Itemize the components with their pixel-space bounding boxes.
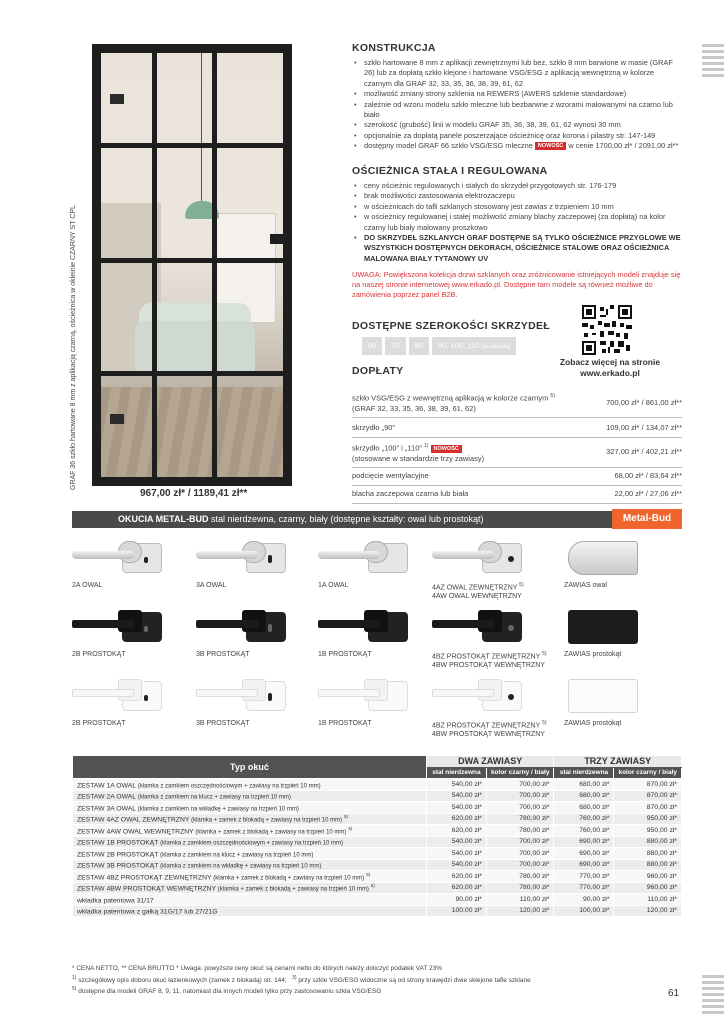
list-item-bold: • DO SKRZYDEŁ SZKLANYCH GRAF DOSTĘPNE SĄ TYLKO OŚCIEŻNICE PRZYGLOWE WE WSZYSTKICH DOSTĘPNYCH DEKORACH, OŚCIEŻNICE STALOWE ORAZ OŚCIEŻNICA MALOWANA BIAŁY TYTANOWY UV (352, 233, 682, 264)
table-row: ZESTAW 4AZ OWAL ZEWNĘTRZNY (klamka + zamek z blokadą + zawiasy na trzpień 10 mm) $^{5)}$ 620,00 zł* 780,00 zł* 760,00 zł* 950,00 zł* (73, 813, 682, 825)
oscieznica-title: OŚCIEŻNICA STAŁA I REGULOWANA (352, 165, 548, 177)
table-row: wkładka patentowa 31/17 90,00 zł* 110,00 zł* 90,00 zł* 110,00 zł* (73, 894, 682, 906)
new-badge: NOWOŚĆ (535, 142, 566, 150)
col-dwa-header: DWA ZAWIASY (426, 756, 554, 768)
table-row: ZESTAW 1B PROSTOKĄT (klamka z zamkiem oszczędnościowym + zawiasy na trzpień 10 mm) 540,00 zł* 700,00 zł* 690,00 zł* 880,00 zł* (73, 836, 682, 848)
qr-caption: Zobacz więcej na stronie www.erkado.pl (559, 357, 661, 378)
hardware-hinge-rect-black: ZAWIAS prostokąt (564, 606, 674, 659)
hardware-4b-white: 4BZ PROSTOKĄT ZEWNĘTRZNY $^{5)}$ 4BW PROSTOKĄT WEWNĘTRZNY (432, 675, 562, 739)
table-row: ZESTAW 4BW PROSTOKĄT WEWNĘTRZNY (klamka + zamek z blokadą + zawiasy na trzpień 10 mm) $^{5)}$ 620,00 zł* 780,00 zł* 770,00 zł* 960,00 zł* (73, 882, 682, 894)
door-caption: GRAF 36 szkło hartowane 8 mm z aplikacją czarną, ościeżnica w okleinie CZARNY ST CPL (70, 205, 77, 490)
widths-section (352, 320, 552, 355)
table-row: ZESTAW 2B PROSTOKĄT (klamka z zamkiem na klucz + zawiasy na trzpień 10 mm) 540,00 zł* 700,00 zł* 690,00 zł* 880,00 zł* (73, 848, 682, 860)
doplaty-title: DOPŁATY (352, 365, 404, 377)
table-row: ZESTAW 3B PROSTOKĄT (klamka z zamkiem na wkładkę + zawiasy na trzpień 10 mm) 540,00 zł* 700,00 zł* 690,00 zł* 880,00 zł* (73, 859, 682, 871)
hardware-1b-black: 1B PROSTOKĄT (318, 606, 428, 659)
side-stripes-top (702, 44, 724, 80)
table-row: ZESTAW 3A OWAL (klamka z zamkiem na wkładkę + zawiasy na trzpień 10 mm) 540,00 zł* 700,00 zł* 680,00 zł* 870,00 zł* (73, 802, 682, 814)
hardware-1b-white: 1B PROSTOKĄT (318, 675, 428, 728)
hardware-2b-white: 2B PROSTOKĄT (72, 675, 182, 728)
subheader: stal nierdzewna (554, 767, 614, 779)
list-item: • brak możliwości zastosowania elektrozaczepu (352, 191, 682, 201)
qr-code-icon[interactable] (582, 305, 632, 355)
hardware-4b-black: 4BZ PROSTOKĄT ZEWNĘTRZNY $^{5)}$ 4BW PROSTOKĄT WEWNĘTRZNY (432, 606, 562, 670)
col-trzy-header: TRZY ZAWIASY (554, 756, 682, 768)
hardware-3a: 3A OWAL (196, 537, 306, 590)
table-row: ZESTAW 2A OWAL (klamka z zamkiem na klucz + zawiasy na trzpień 10 mm) 540,00 zł* 700,00 zł* 680,00 zł* 870,00 zł* (73, 790, 682, 802)
table-row: wkładka patentowa z gałką 31G/17 lub 27/21G 100,00 zł* 120,00 zł* 100,00 zł* 120,00 zł* (73, 905, 682, 917)
metal-bud-logo: Metal-Bud (612, 509, 682, 529)
doplaty-title-wrap (352, 365, 404, 377)
warning-text: UWAGA: Powiększona kolekcja drzwi szklanych oraz zróżnicowanie istniejących modeli znajduje się na naszej stronie internetowej www.erkado.pl. Dostępne tam modele są również możliwe do zamówienia poprzez panel B2B. (352, 270, 681, 300)
list-item: • ceny ościeżnic regulowanych i stałych do skrzydeł przygotowych str. 176-179 (352, 181, 682, 191)
oscieznica-section (352, 165, 682, 300)
table-row: ZESTAW 4AW OWAL WEWNĘTRZNY (klamka + zamek z blokadą + zawiasy na trzpień 10 mm) $^{5)}$ 620,00 zł* 780,00 zł* 760,00 zł* 950,00 zł* (73, 825, 682, 837)
hardware-4a: 4AZ OWAL ZEWNĘTRZNY $^{5)}$ 4AW OWAL WEWNĘTRZNY (432, 537, 562, 601)
table-row: blacha zaczepowa czarna lub biała 22,00 zł* / 27,06 zł** (352, 486, 682, 504)
door-image (92, 44, 292, 486)
table-row: podcięcie wentylacyjne 68,00 zł* / 83,64 zł** (352, 468, 682, 486)
table-row: ZESTAW 1A OWAL (klamka z zamkiem oszczędnościowym + zawiasy na trzpień 10 mm) 540,00 zł* 700,00 zł* 680,00 zł* 870,00 zł* (73, 779, 682, 791)
list-item: • możliwość zmiany strony szklenia na REWERS (AWERS szklenie standardowe) (352, 89, 682, 99)
door-handle (270, 234, 286, 244)
list-item: • opcjonalnie za dopłatą panele poszerzające ościeżnicę oraz korona i pilastry str. 147-149 (352, 131, 682, 141)
konstrukcja-title: KONSTRUKCJA (352, 42, 436, 54)
list-item: • w ościeżnicy regulowanej i stałej możliwość zmiany blachy zaczepowej (za dopłatą) na kolor czarny lub biały malowany proszkowo (352, 212, 682, 233)
side-stripes-bottom (702, 975, 724, 1017)
list-item: • w ościeżnicach do tafli szklanych stosowany jest zawias z trzpieniem 10 mm (352, 202, 682, 212)
table-row: skrzydło „100” i „110” $^{1)}$ NOWOŚĆ (stosowane w standardzie trzy zawiasy) 327,00 zł* / 402,21 zł** (352, 438, 682, 468)
hardware-2a: 2A OWAL (72, 537, 182, 590)
table-row: ZESTAW 4BZ PROSTOKĄT ZEWNĘTRZNY (klamka + zamek z blokadą + zawiasy na trzpień 10 mm) $^{5)}$ 620,00 zł* 780,00 zł* 770,00 zł* 960,00 zł* (73, 871, 682, 883)
hardware-2b-black: 2B PROSTOKĄT (72, 606, 182, 659)
hardware-hinge-rect-white: ZAWIAS prostokąt (564, 675, 674, 728)
hardware-3b-black: 3B PROSTOKĄT (196, 606, 306, 659)
subheader: kolor czarny / biały (614, 767, 682, 779)
divider (72, 527, 682, 528)
page-number: 61 (668, 988, 680, 999)
subheader: kolor czarny / biały (486, 767, 554, 779)
width-chip: 70 (385, 337, 405, 355)
footnotes: * CENA NETTO, ** CENA BRUTTO * Uwaga: powyższe ceny okuć są cenami netto do których należy doliczyć podatek VAT 23% $^{1)}$ szczegółowy opis doboru okuć łazienkowych (zamek z blokadą) str. 144; $^{3)}$ przy szkle VSG/ESG widoczne są od strony krawędzi dwie sklejone tafle szklane $^{5)}$ dostępne dla modeli GRAF 8, 9, 11, natomiast dla innych modeli tylko przy zastosowaniu szkła VSG/ESG (72, 965, 531, 996)
list-item: • dostępny model GRAF 66 szkło VSG/ESG mleczne NOWOŚĆ w cenie 1700,00 zł* / 2091,00 zł** (352, 141, 682, 151)
subheader: stal nierdzewna (426, 767, 486, 779)
list-item: • zależnie od wzoru modelu szkło mleczne lub bezbarwne z wzorami malowanymi na czarno lub biało (352, 100, 682, 121)
table-row: szkło VSG/ESG z wewnętrzną aplikacją w kolorze czarnym $^{5)}$ (GRAF 32, 33, 35, 36, 38, 39, 61, 62) 700,00 zł* / 861,00 zł** (352, 388, 682, 418)
width-chip: 80 (409, 337, 429, 355)
width-chip: 60 (362, 337, 382, 355)
hardware-3b-white: 3B PROSTOKĄT (196, 675, 306, 728)
door-price: 967,00 zł* / 1189,41 zł** (140, 488, 248, 499)
konstrukcja-section (352, 42, 682, 152)
table-row: skrzydło „90” 109,00 zł* / 134,07 zł** (352, 418, 682, 438)
prices-table (72, 755, 682, 917)
col-type-header: Typ okuć (73, 756, 427, 779)
hardware-1a: 1A OWAL (318, 537, 428, 590)
okucia-band: OKUCIA METAL-BUD stal nierdzewna, czarny, biały (dostępne kształty: owal lub prostokąt) (72, 511, 612, 528)
widths-title: DOSTĘPNE SZEROKOŚCI SKRZYDEŁ (352, 320, 551, 332)
hardware-hinge-oval: ZAWIAS owal (564, 537, 674, 590)
list-item: • szerokość (grubość) linii w modelu GRAF 35, 36, 38, 39, 61, 62 wynosi 30 mm (352, 120, 682, 130)
doplaty-table (352, 388, 682, 504)
list-item: • szkło hartowane 8 mm z aplikacji zewnętrznymi lub bez, szkło 8 mm barwione w masie (GRAF 26) lub za dopłatą szkło klejone i hartowane VSG/ESG z aplikacją wewnętrzną w kolorze czarnym dla GRAF 32, 33, 35, 36, 38, 39, 61, 62 (352, 58, 682, 89)
width-chip: 90, 100, 110 (za dopłatą) (432, 337, 516, 355)
new-badge: NOWOŚĆ (431, 445, 462, 453)
